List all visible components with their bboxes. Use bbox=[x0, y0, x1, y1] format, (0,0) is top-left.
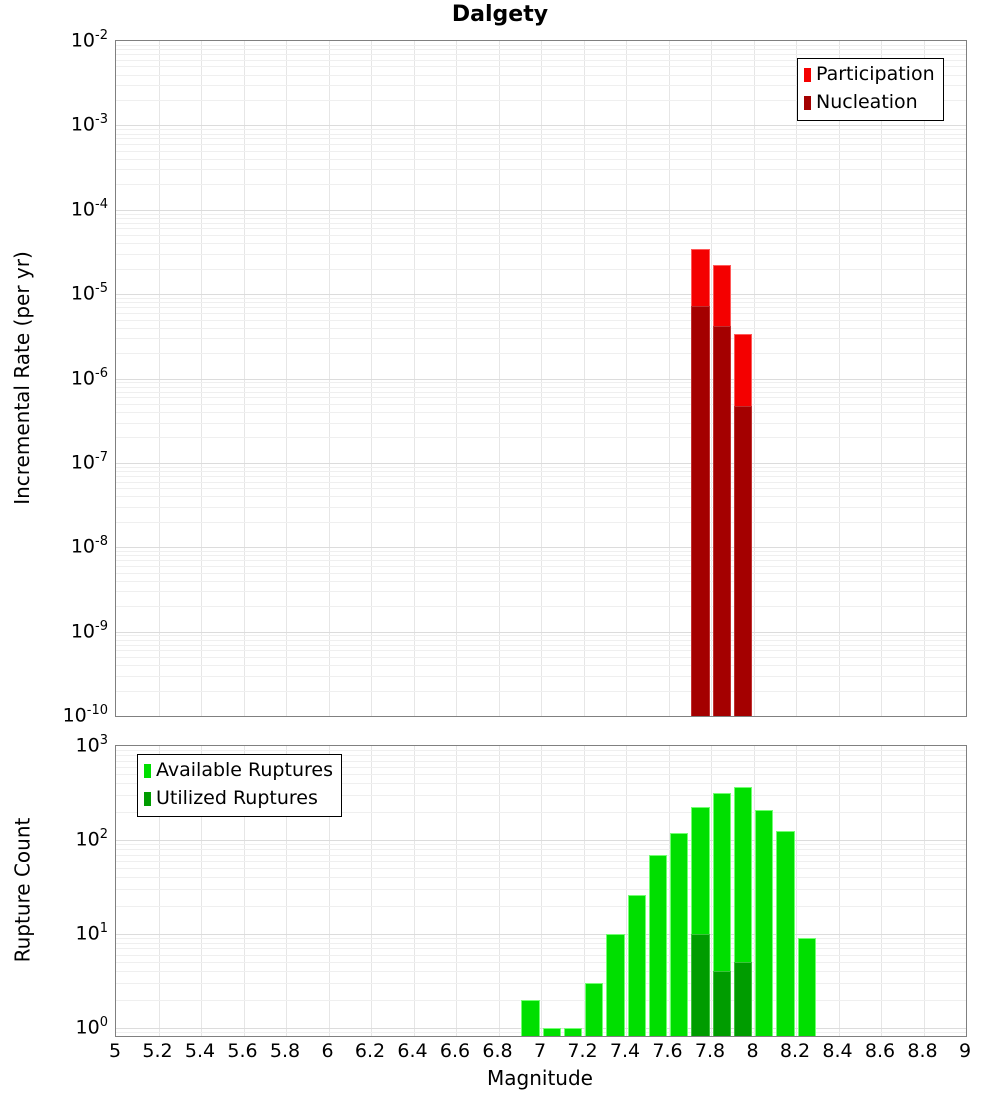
minor-gridline bbox=[116, 412, 966, 413]
x-axis-tick-label: 7.6 bbox=[652, 1040, 683, 1062]
utilized-ruptures-swatch bbox=[144, 792, 151, 806]
minor-gridline bbox=[116, 750, 966, 751]
x-axis-ticks bbox=[108, 1040, 972, 1064]
minor-gridline bbox=[116, 45, 966, 46]
nucleation-swatch bbox=[804, 96, 811, 110]
minor-gridline bbox=[116, 943, 966, 944]
bar-available bbox=[776, 831, 794, 1036]
top-y-axis-label-wrap bbox=[8, 40, 36, 715]
minor-gridline bbox=[116, 1000, 966, 1001]
minor-gridline bbox=[116, 844, 966, 845]
minor-gridline bbox=[116, 228, 966, 229]
top-y-axis-label: Incremental Rate (per yr) bbox=[10, 250, 34, 505]
minor-gridline bbox=[116, 302, 966, 303]
bar-available bbox=[543, 1028, 561, 1036]
x-axis-tick-label: 5.4 bbox=[184, 1040, 216, 1062]
minor-gridline bbox=[116, 313, 966, 314]
minor-gridline bbox=[116, 581, 966, 582]
y-axis-tick-label: $10^{-9}$ bbox=[70, 618, 108, 643]
bar-available bbox=[755, 810, 773, 1036]
legend-label-participation: Participation bbox=[816, 63, 935, 85]
minor-gridline bbox=[116, 423, 966, 424]
y-axis-tick-label: $10^{-3}$ bbox=[70, 112, 108, 136]
x-axis-tick-label: 8 bbox=[746, 1040, 759, 1062]
minor-gridline bbox=[116, 49, 966, 50]
minor-gridline bbox=[116, 551, 966, 552]
x-axis-tick-label: 5.8 bbox=[269, 1040, 301, 1062]
bar-available bbox=[606, 934, 624, 1036]
minor-gridline bbox=[116, 328, 966, 329]
minor-gridline bbox=[116, 496, 966, 497]
x-axis-tick-label: 8.8 bbox=[907, 1040, 938, 1062]
legend-item-utilized bbox=[144, 786, 333, 811]
major-gridline bbox=[116, 379, 966, 380]
x-axis-tick-label: 7.4 bbox=[609, 1040, 641, 1062]
minor-gridline bbox=[116, 522, 966, 523]
bar-utilized bbox=[713, 971, 731, 1036]
minor-gridline bbox=[116, 437, 966, 438]
legend-item-nucleation bbox=[804, 90, 935, 115]
minor-gridline bbox=[116, 955, 966, 956]
x-axis-tick-label: 5.2 bbox=[142, 1040, 173, 1062]
minor-gridline bbox=[116, 387, 966, 388]
minor-gridline bbox=[116, 855, 966, 856]
minor-gridline bbox=[116, 657, 966, 658]
minor-gridline bbox=[116, 298, 966, 299]
minor-gridline bbox=[116, 606, 966, 607]
minor-gridline bbox=[116, 243, 966, 244]
y-axis-tick-label: $10^0$ bbox=[75, 1015, 108, 1039]
rate-legend bbox=[797, 58, 944, 121]
major-gridline bbox=[116, 934, 966, 935]
major-gridline bbox=[116, 632, 966, 633]
major-gridline bbox=[116, 210, 966, 211]
rupture-legend bbox=[137, 754, 342, 817]
x-axis-tick-label: 6.6 bbox=[439, 1040, 471, 1062]
vertical-gridline bbox=[924, 746, 925, 1036]
y-axis-tick-label: $10^{-4}$ bbox=[70, 196, 108, 221]
bar-nucleation bbox=[691, 306, 709, 716]
minor-gridline bbox=[116, 573, 966, 574]
minor-gridline bbox=[116, 938, 966, 939]
minor-gridline bbox=[116, 214, 966, 215]
minor-gridline bbox=[116, 320, 966, 321]
major-gridline bbox=[116, 547, 966, 548]
x-axis-tick-label: 6.2 bbox=[354, 1040, 386, 1062]
minor-gridline bbox=[116, 962, 966, 963]
x-axis-tick-label: 5 bbox=[108, 1040, 122, 1062]
minor-gridline bbox=[116, 482, 966, 483]
vertical-gridline bbox=[881, 746, 882, 1036]
vertical-gridline bbox=[456, 746, 457, 1036]
minor-gridline bbox=[116, 591, 966, 592]
minor-gridline bbox=[116, 159, 966, 160]
minor-gridline bbox=[116, 54, 966, 55]
x-axis-label: Magnitude bbox=[487, 1066, 593, 1090]
x-axis-tick-label: 8.4 bbox=[822, 1040, 853, 1062]
x-axis-tick-label: 5.6 bbox=[227, 1040, 258, 1062]
bar-available bbox=[521, 1000, 539, 1036]
rupture-count-panel bbox=[75, 733, 967, 1039]
major-gridline bbox=[116, 1028, 966, 1029]
x-axis-tick-label: 7.2 bbox=[567, 1040, 598, 1062]
participation-swatch bbox=[804, 68, 811, 82]
x-axis-tick-label: 8.2 bbox=[779, 1040, 811, 1062]
minor-gridline bbox=[116, 129, 966, 130]
vertical-gridline bbox=[499, 746, 500, 1036]
y-axis-tick-label: $10^{-7}$ bbox=[70, 450, 108, 474]
bar-nucleation bbox=[734, 406, 752, 716]
vertical-gridline bbox=[541, 746, 542, 1036]
minor-gridline bbox=[116, 676, 966, 677]
bar-available bbox=[649, 855, 667, 1036]
major-gridline bbox=[116, 125, 966, 126]
x-axis-tick-label: 7 bbox=[533, 1040, 547, 1062]
minor-gridline bbox=[116, 467, 966, 468]
minor-gridline bbox=[116, 691, 966, 692]
minor-gridline bbox=[116, 868, 966, 869]
bottom-y-axis-label: Rupture Count bbox=[10, 817, 35, 963]
bar-utilized bbox=[734, 962, 752, 1036]
bar-available bbox=[670, 833, 688, 1036]
minor-gridline bbox=[116, 849, 966, 850]
minor-gridline bbox=[116, 254, 966, 255]
y-axis-tick-label: $10^{-10}$ bbox=[62, 703, 108, 727]
major-gridline bbox=[116, 463, 966, 464]
minor-gridline bbox=[116, 861, 966, 862]
y-axis-tick-label: $10^{-5}$ bbox=[70, 281, 108, 305]
minor-gridline bbox=[116, 507, 966, 508]
vertical-gridline bbox=[371, 746, 372, 1036]
minor-gridline bbox=[116, 471, 966, 472]
minor-gridline bbox=[116, 645, 966, 646]
legend-label-nucleation: Nucleation bbox=[816, 91, 918, 113]
minor-gridline bbox=[116, 488, 966, 489]
y-axis-tick-label: $10^1$ bbox=[75, 921, 108, 945]
minor-gridline bbox=[116, 397, 966, 398]
minor-gridline bbox=[116, 665, 966, 666]
bar-available bbox=[564, 1028, 582, 1036]
minor-gridline bbox=[116, 877, 966, 878]
bar-available bbox=[585, 983, 603, 1036]
legend-item-participation bbox=[804, 62, 935, 87]
x-axis-tick-label: 8.6 bbox=[864, 1040, 896, 1062]
minor-gridline bbox=[116, 983, 966, 984]
minor-gridline bbox=[116, 476, 966, 477]
vertical-gridline bbox=[839, 746, 840, 1036]
minor-gridline bbox=[116, 144, 966, 145]
bottom-y-axis-label-wrap bbox=[8, 745, 36, 1035]
minor-gridline bbox=[116, 353, 966, 354]
minor-gridline bbox=[116, 392, 966, 393]
available-ruptures-swatch bbox=[144, 764, 151, 778]
minor-gridline bbox=[116, 307, 966, 308]
minor-gridline bbox=[116, 906, 966, 907]
minor-gridline bbox=[116, 134, 966, 135]
y-axis-tick-label: $10^{-8}$ bbox=[70, 534, 108, 558]
minor-gridline bbox=[116, 566, 966, 567]
y-axis-tick-label: $10^2$ bbox=[75, 827, 108, 851]
minor-gridline bbox=[116, 382, 966, 383]
x-axis-tick-label: 6.8 bbox=[482, 1040, 513, 1062]
minor-gridline bbox=[116, 555, 966, 556]
minor-gridline bbox=[116, 889, 966, 890]
minor-gridline bbox=[116, 269, 966, 270]
minor-gridline bbox=[116, 138, 966, 139]
chart-title: Dalgety bbox=[451, 2, 549, 27]
minor-gridline bbox=[116, 971, 966, 972]
minor-gridline bbox=[116, 151, 966, 152]
y-axis-tick-label: $10^3$ bbox=[75, 733, 108, 757]
legend-label-utilized: Utilized Ruptures bbox=[156, 787, 318, 809]
minor-gridline bbox=[116, 560, 966, 561]
legend-item-available bbox=[144, 758, 333, 783]
minor-gridline bbox=[116, 640, 966, 641]
x-axis-tick-label: 7.8 bbox=[694, 1040, 726, 1062]
incremental-rate-panel bbox=[62, 28, 967, 727]
major-gridline bbox=[116, 294, 966, 295]
minor-gridline bbox=[116, 223, 966, 224]
minor-gridline bbox=[116, 169, 966, 170]
vertical-gridline bbox=[414, 746, 415, 1036]
minor-gridline bbox=[116, 650, 966, 651]
bar-available bbox=[798, 938, 816, 1036]
minor-gridline bbox=[116, 218, 966, 219]
y-axis-tick-label: $10^{-2}$ bbox=[70, 28, 108, 52]
bar-utilized bbox=[691, 934, 709, 1036]
minor-gridline bbox=[116, 184, 966, 185]
bar-available bbox=[628, 895, 646, 1036]
minor-gridline bbox=[116, 948, 966, 949]
major-gridline bbox=[116, 840, 966, 841]
minor-gridline bbox=[116, 338, 966, 339]
bar-nucleation bbox=[713, 326, 731, 716]
x-axis-tick-label: 9 bbox=[958, 1040, 972, 1062]
minor-gridline bbox=[116, 235, 966, 236]
x-axis-tick-label: 6 bbox=[321, 1040, 334, 1062]
legend-label-available: Available Ruptures bbox=[156, 759, 333, 781]
minor-gridline bbox=[116, 635, 966, 636]
minor-gridline bbox=[116, 1032, 966, 1033]
minor-gridline bbox=[116, 404, 966, 405]
y-axis-tick-label: $10^{-6}$ bbox=[70, 365, 108, 389]
x-axis-tick-label: 6.4 bbox=[397, 1040, 428, 1062]
